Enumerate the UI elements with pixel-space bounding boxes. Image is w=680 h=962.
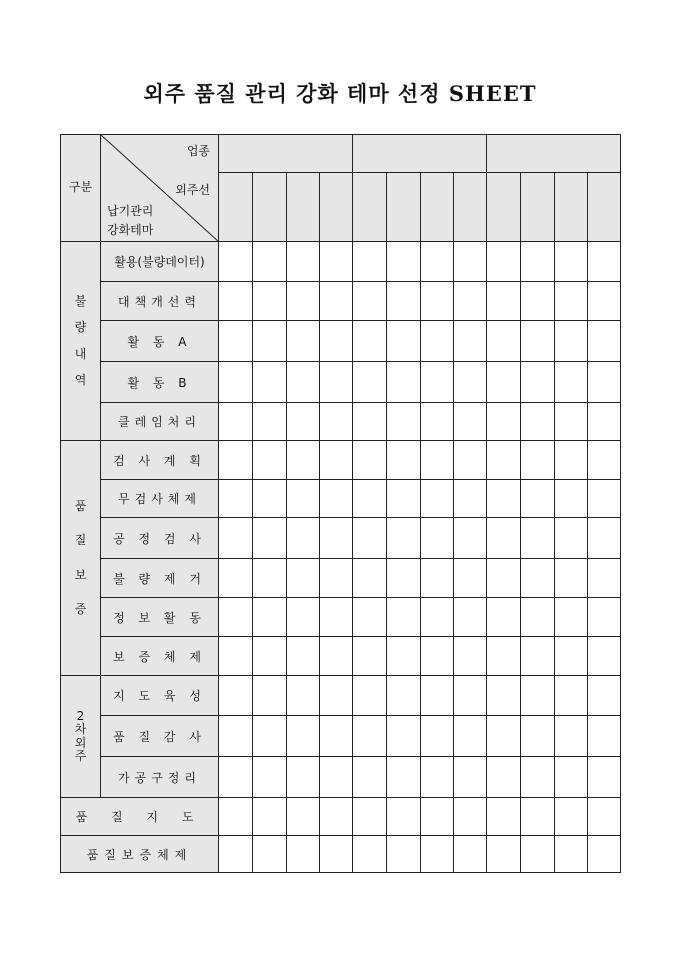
table-row (61, 441, 621, 480)
subcontractor-cell[interactable] (287, 441, 320, 480)
subcontractor-cell[interactable] (320, 242, 353, 282)
group-label (61, 242, 101, 441)
subcontractor-cell[interactable] (287, 716, 320, 757)
subcontractor-cell[interactable] (387, 282, 421, 321)
group-label-char: 2 (76, 709, 85, 724)
subcontractor-cell[interactable] (421, 637, 454, 676)
subcontractor-cell[interactable] (387, 362, 421, 403)
subcontractor-cell[interactable] (219, 637, 253, 676)
table-row (61, 362, 621, 403)
subcontractor-cell[interactable] (555, 798, 588, 836)
subcontractor-cell[interactable] (253, 321, 287, 362)
subcontractor-cell[interactable] (253, 242, 287, 282)
subcontractor-cell[interactable] (521, 173, 555, 242)
subcontractor-cell[interactable] (219, 716, 253, 757)
subcontractor-cell[interactable] (421, 559, 454, 598)
subcontractor-cell[interactable] (521, 836, 555, 873)
subcontractor-cell[interactable] (421, 441, 454, 480)
subcontractor-cell[interactable] (454, 518, 487, 559)
subcontractor-cell[interactable] (454, 173, 487, 242)
subcontractor-cell[interactable] (219, 362, 253, 403)
subcontractor-cell[interactable] (387, 480, 421, 518)
group-label-char: 외 (74, 735, 87, 750)
subcontractor-cell[interactable] (487, 403, 521, 441)
subcontractor-cell[interactable] (521, 676, 555, 716)
subcontractor-cell[interactable] (454, 757, 487, 798)
theme-item-label: 공 정 검 사 (101, 518, 219, 559)
subcontractor-cell[interactable] (353, 362, 387, 403)
group-label-char: 불 (74, 294, 87, 309)
industry-cell[interactable] (353, 135, 487, 173)
subcontractor-cell[interactable] (219, 282, 253, 321)
theme-item-label: 검 사 계 획 (101, 441, 219, 480)
subcontractor-cell[interactable] (454, 676, 487, 716)
subcontractor-cell[interactable] (421, 282, 454, 321)
subcontractor-cell[interactable] (253, 716, 287, 757)
subcontractor-cell[interactable] (219, 321, 253, 362)
subcontractor-cell[interactable] (219, 403, 253, 441)
subcontractor-cell[interactable] (287, 637, 320, 676)
subcontractor-cell[interactable] (454, 242, 487, 282)
subcontractor-cell[interactable] (487, 598, 521, 637)
subcontractor-cell[interactable] (588, 403, 621, 441)
subcontractor-cell[interactable] (421, 321, 454, 362)
subcontractor-cell[interactable] (454, 480, 487, 518)
subcontractor-cell[interactable] (454, 836, 487, 873)
reinforcement-theme-label: 강화테마 (107, 223, 154, 237)
industry-cell[interactable] (219, 135, 353, 173)
subcontractor-cell[interactable] (353, 637, 387, 676)
subcontractor-cell[interactable] (320, 559, 353, 598)
subcontractor-cell[interactable] (555, 716, 588, 757)
subcontractor-cell[interactable] (320, 480, 353, 518)
subcontractor-cell[interactable] (421, 242, 454, 282)
table-row (61, 716, 621, 757)
subcontractor-cell[interactable] (421, 598, 454, 637)
subcontractor-cell[interactable] (253, 676, 287, 716)
subcontractor-cell[interactable] (588, 173, 621, 242)
subcontractor-cell[interactable] (287, 321, 320, 362)
footer-row-label: 품 질 지 도 (61, 798, 219, 836)
subcontractor-cell[interactable] (421, 480, 454, 518)
subcontractor-cell[interactable] (387, 716, 421, 757)
subcontractor-cell[interactable] (588, 836, 621, 873)
subcontractor-label: 외주선 (175, 183, 210, 197)
table-row (61, 321, 621, 362)
theme-item-label: 활 동 B (101, 362, 219, 403)
subcontractor-cell[interactable] (421, 518, 454, 559)
page-title: 외주 품질 관리 강화 테마 선정 SHEET (143, 81, 537, 106)
table-row (61, 637, 621, 676)
subcontractor-cell[interactable] (387, 518, 421, 559)
subcontractor-cell[interactable] (387, 757, 421, 798)
group-label-char: 역 (74, 372, 87, 387)
category-header: 구분 (61, 135, 101, 242)
table-row (61, 518, 621, 559)
subcontractor-cell[interactable] (555, 242, 588, 282)
subcontractor-cell[interactable] (421, 798, 454, 836)
subcontractor-cell[interactable] (588, 242, 621, 282)
subcontractor-cell[interactable] (353, 559, 387, 598)
subcontractor-cell[interactable] (421, 173, 454, 242)
subcontractor-cell[interactable] (253, 798, 287, 836)
subcontractor-cell[interactable] (353, 676, 387, 716)
subcontractor-cell[interactable] (320, 676, 353, 716)
theme-item-label: 무검사체제 (101, 480, 219, 518)
subcontractor-cell[interactable] (353, 757, 387, 798)
subcontractor-cell[interactable] (521, 559, 555, 598)
subcontractor-cell[interactable] (387, 321, 421, 362)
subcontractor-cell[interactable] (387, 559, 421, 598)
subcontractor-cell[interactable] (219, 173, 253, 242)
subcontractor-cell[interactable] (320, 598, 353, 637)
subcontractor-cell[interactable] (320, 403, 353, 441)
subcontractor-cell[interactable] (320, 173, 353, 242)
subcontractor-cell[interactable] (219, 242, 253, 282)
subcontractor-cell[interactable] (353, 480, 387, 518)
subcontractor-cell[interactable] (454, 362, 487, 403)
subcontractor-cell[interactable] (521, 637, 555, 676)
subcontractor-cell[interactable] (555, 598, 588, 637)
subcontractor-cell[interactable] (253, 637, 287, 676)
subcontractor-cell[interactable] (555, 637, 588, 676)
subcontractor-cell[interactable] (555, 559, 588, 598)
subcontractor-cell[interactable] (219, 559, 253, 598)
subcontractor-cell[interactable] (387, 676, 421, 716)
group-label-char: 증 (74, 601, 87, 616)
subcontractor-cell[interactable] (219, 441, 253, 480)
table-row (61, 757, 621, 798)
table-row (61, 480, 621, 518)
subcontractor-cell[interactable] (421, 836, 454, 873)
footer-row-label: 품질보증체제 (61, 836, 219, 873)
subcontractor-cell[interactable] (353, 403, 387, 441)
theme-item-label: 클레임처리 (101, 403, 219, 441)
subcontractor-cell[interactable] (487, 836, 521, 873)
diagonal-header-cell (101, 135, 219, 242)
subcontractor-cell[interactable] (487, 716, 521, 757)
subcontractor-cell[interactable] (487, 441, 521, 480)
subcontractor-cell[interactable] (487, 173, 521, 242)
subcontractor-cell[interactable] (487, 637, 521, 676)
subcontractor-cell[interactable] (521, 282, 555, 321)
subcontractor-cell[interactable] (287, 676, 320, 716)
subcontractor-cell[interactable] (287, 362, 320, 403)
subcontractor-cell[interactable] (421, 403, 454, 441)
subcontractor-cell[interactable] (521, 518, 555, 559)
subcontractor-cell[interactable] (588, 362, 621, 403)
table-row (61, 798, 621, 836)
subcontractor-cell[interactable] (487, 798, 521, 836)
subcontractor-cell[interactable] (253, 480, 287, 518)
group-label (61, 676, 101, 798)
table-row (61, 242, 621, 282)
subcontractor-cell[interactable] (253, 173, 287, 242)
subcontractor-cell[interactable] (219, 598, 253, 637)
subcontractor-cell[interactable] (287, 173, 320, 242)
subcontractor-cell[interactable] (555, 173, 588, 242)
subcontractor-cell[interactable] (253, 757, 287, 798)
subcontractor-cell[interactable] (320, 321, 353, 362)
subcontractor-cell[interactable] (588, 559, 621, 598)
theme-selection-table (60, 134, 621, 873)
subcontractor-cell[interactable] (320, 798, 353, 836)
subcontractor-cell[interactable] (387, 173, 421, 242)
subcontractor-cell[interactable] (219, 480, 253, 518)
subcontractor-cell[interactable] (588, 637, 621, 676)
subcontractor-cell[interactable] (219, 798, 253, 836)
subcontractor-cell[interactable] (287, 403, 320, 441)
subcontractor-cell[interactable] (521, 403, 555, 441)
subcontractor-cell[interactable] (487, 242, 521, 282)
subcontractor-cell[interactable] (588, 716, 621, 757)
group-label-char: 주 (74, 748, 87, 763)
subcontractor-cell[interactable] (487, 757, 521, 798)
subcontractor-cell[interactable] (253, 598, 287, 637)
subcontractor-cell[interactable] (287, 242, 320, 282)
subcontractor-cell[interactable] (521, 798, 555, 836)
subcontractor-cell[interactable] (387, 441, 421, 480)
subcontractor-cell[interactable] (353, 282, 387, 321)
subcontractor-cell[interactable] (320, 362, 353, 403)
subcontractor-cell[interactable] (555, 282, 588, 321)
subcontractor-cell[interactable] (287, 559, 320, 598)
subcontractor-cell[interactable] (421, 362, 454, 403)
table-row (61, 559, 621, 598)
subcontractor-cell[interactable] (353, 716, 387, 757)
subcontractor-cell[interactable] (421, 757, 454, 798)
theme-item-label: 지 도 육 성 (101, 676, 219, 716)
subcontractor-cell[interactable] (320, 637, 353, 676)
subcontractor-cell[interactable] (320, 757, 353, 798)
theme-item-label: 활용(불량데이터) (101, 242, 219, 282)
subcontractor-cell[interactable] (555, 441, 588, 480)
subcontractor-cell[interactable] (387, 836, 421, 873)
group-label-char: 내 (74, 346, 87, 361)
subcontractor-cell[interactable] (588, 321, 621, 362)
subcontractor-cell[interactable] (253, 441, 287, 480)
subcontractor-cell[interactable] (454, 637, 487, 676)
subcontractor-cell[interactable] (521, 598, 555, 637)
subcontractor-cell[interactable] (353, 242, 387, 282)
subcontractor-cell[interactable] (588, 480, 621, 518)
subcontractor-cell[interactable] (454, 403, 487, 441)
subcontractor-cell[interactable] (320, 441, 353, 480)
subcontractor-cell[interactable] (387, 598, 421, 637)
subcontractor-cell[interactable] (487, 362, 521, 403)
subcontractor-cell[interactable] (487, 321, 521, 362)
subcontractor-cell[interactable] (487, 518, 521, 559)
subcontractor-cell[interactable] (353, 173, 387, 242)
subcontractor-cell[interactable] (219, 836, 253, 873)
subcontractor-cell[interactable] (521, 441, 555, 480)
theme-item-label: 정 보 활 동 (101, 598, 219, 637)
industry-label: 업종 (186, 144, 210, 158)
subcontractor-cell[interactable] (287, 757, 320, 798)
subcontractor-cell[interactable] (555, 480, 588, 518)
subcontractor-cell[interactable] (555, 321, 588, 362)
subcontractor-cell[interactable] (353, 321, 387, 362)
group-label-char: 차 (74, 722, 87, 737)
subcontractor-cell[interactable] (588, 282, 621, 321)
subcontractor-cell[interactable] (287, 282, 320, 321)
subcontractor-cell[interactable] (320, 716, 353, 757)
subcontractor-cell[interactable] (454, 598, 487, 637)
table-row (61, 836, 621, 873)
subcontractor-cell[interactable] (253, 282, 287, 321)
subcontractor-cell[interactable] (353, 598, 387, 637)
subcontractor-cell[interactable] (588, 518, 621, 559)
subcontractor-cell[interactable] (253, 559, 287, 598)
subcontractor-cell[interactable] (287, 598, 320, 637)
subcontractor-cell[interactable] (253, 403, 287, 441)
subcontractor-cell[interactable] (555, 403, 588, 441)
subcontractor-cell[interactable] (387, 403, 421, 441)
subcontractor-cell[interactable] (421, 716, 454, 757)
subcontractor-cell[interactable] (588, 757, 621, 798)
theme-item-label: 가공구정리 (101, 757, 219, 798)
subcontractor-cell[interactable] (253, 518, 287, 559)
subcontractor-cell[interactable] (521, 757, 555, 798)
subcontractor-cell[interactable] (353, 836, 387, 873)
subcontractor-cell[interactable] (387, 798, 421, 836)
subcontractor-cell[interactable] (253, 836, 287, 873)
subcontractor-cell[interactable] (219, 518, 253, 559)
subcontractor-cell[interactable] (588, 676, 621, 716)
subcontractor-cell[interactable] (487, 282, 521, 321)
subcontractor-cell[interactable] (287, 518, 320, 559)
delivery-mgmt-label: 납기관리 (107, 204, 154, 218)
subcontractor-cell[interactable] (387, 242, 421, 282)
subcontractor-cell[interactable] (454, 321, 487, 362)
subcontractor-cell[interactable] (287, 798, 320, 836)
subcontractor-cell[interactable] (287, 480, 320, 518)
subcontractor-cell[interactable] (521, 362, 555, 403)
subcontractor-cell[interactable] (219, 757, 253, 798)
subcontractor-cell[interactable] (454, 716, 487, 757)
subcontractor-cell[interactable] (487, 559, 521, 598)
subcontractor-cell[interactable] (421, 676, 454, 716)
subcontractor-cell[interactable] (320, 282, 353, 321)
subcontractor-cell[interactable] (555, 362, 588, 403)
subcontractor-cell[interactable] (588, 598, 621, 637)
subcontractor-cell[interactable] (487, 676, 521, 716)
group-label (61, 441, 101, 676)
subcontractor-cell[interactable] (387, 637, 421, 676)
subcontractor-cell[interactable] (353, 518, 387, 559)
subcontractor-cell[interactable] (454, 282, 487, 321)
table-row (61, 598, 621, 637)
theme-item-label: 대책개선력 (101, 282, 219, 321)
subcontractor-cell[interactable] (521, 716, 555, 757)
subcontractor-cell[interactable] (487, 480, 521, 518)
table-row (61, 676, 621, 716)
subcontractor-cell[interactable] (555, 518, 588, 559)
theme-item-label: 보 증 체 제 (101, 637, 219, 676)
subcontractor-cell[interactable] (521, 242, 555, 282)
group-label-char: 질 (74, 533, 87, 548)
subcontractor-cell[interactable] (555, 836, 588, 873)
subcontractor-cell[interactable] (454, 798, 487, 836)
table-row (61, 403, 621, 441)
subcontractor-cell[interactable] (521, 480, 555, 518)
group-label-char: 량 (74, 320, 87, 335)
subcontractor-cell[interactable] (588, 441, 621, 480)
subcontractor-cell[interactable] (353, 798, 387, 836)
subcontractor-cell[interactable] (253, 362, 287, 403)
subcontractor-cell[interactable] (555, 676, 588, 716)
theme-item-label: 품 질 감 사 (101, 716, 219, 757)
subcontractor-cell[interactable] (521, 321, 555, 362)
subcontractor-cell[interactable] (353, 441, 387, 480)
subcontractor-cell[interactable] (588, 798, 621, 836)
subcontractor-cell[interactable] (219, 676, 253, 716)
industry-cell[interactable] (487, 135, 621, 173)
subcontractor-cell[interactable] (555, 757, 588, 798)
group-label-char: 품 (74, 499, 87, 514)
subcontractor-cell[interactable] (287, 836, 320, 873)
table-row (61, 282, 621, 321)
group-label-char: 보 (74, 567, 87, 582)
theme-item-label: 불 량 제 거 (101, 559, 219, 598)
theme-item-label: 활 동 A (101, 321, 219, 362)
subcontractor-cell[interactable] (320, 836, 353, 873)
subcontractor-cell[interactable] (454, 441, 487, 480)
subcontractor-cell[interactable] (454, 559, 487, 598)
subcontractor-cell[interactable] (320, 518, 353, 559)
